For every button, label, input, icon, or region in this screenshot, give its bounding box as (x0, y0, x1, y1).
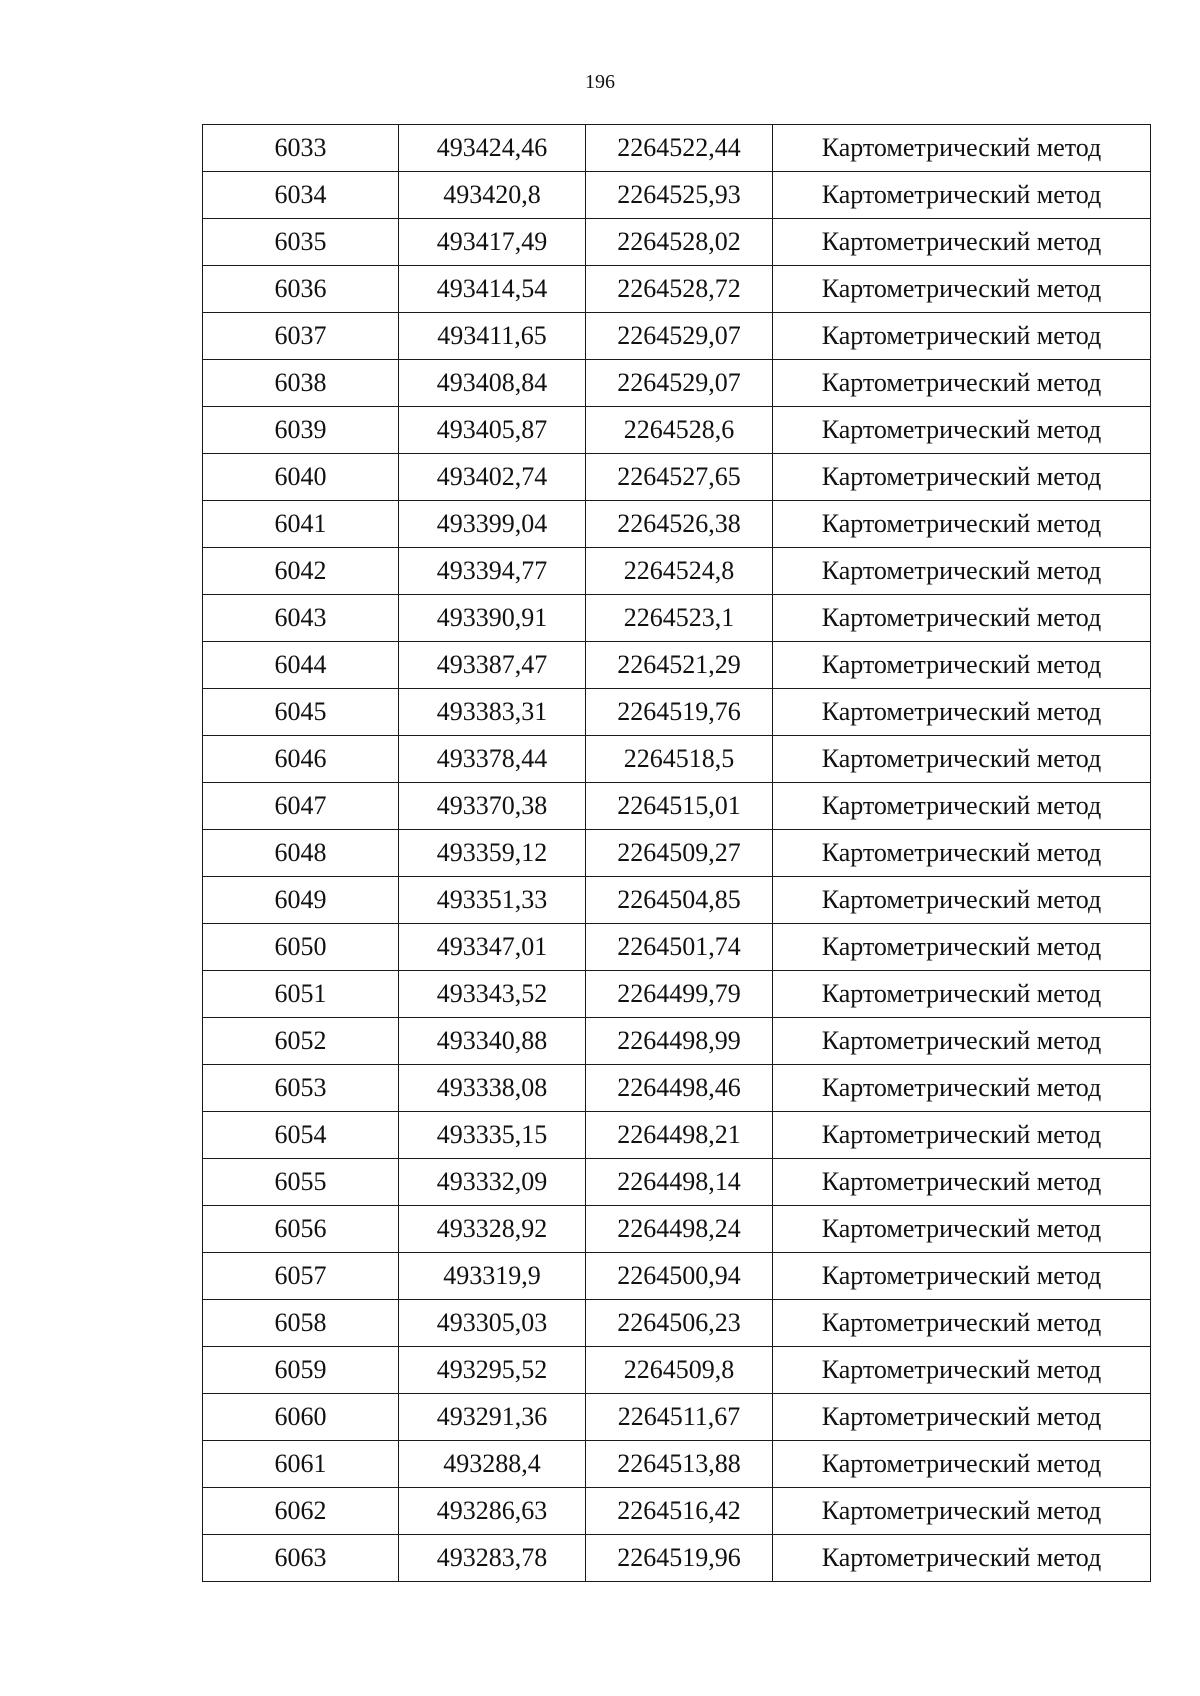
table-row (203, 548, 1151, 595)
table-row (203, 454, 1151, 501)
y-coordinate-cell: 2264529,07 (586, 313, 773, 360)
table-row (203, 1535, 1151, 1582)
table-row (203, 971, 1151, 1018)
x-coordinate-cell: 493417,49 (399, 219, 586, 266)
x-coordinate-cell: 493424,46 (399, 125, 586, 172)
table-row (203, 1441, 1151, 1488)
point-number-cell: 6061 (203, 1441, 399, 1488)
table-row (203, 1065, 1151, 1112)
method-cell: Картометрический метод (773, 501, 1151, 548)
x-coordinate-cell: 493288,4 (399, 1441, 586, 1488)
method-cell: Картометрический метод (773, 454, 1151, 501)
y-coordinate-cell: 2264511,67 (586, 1394, 773, 1441)
x-coordinate-cell: 493286,63 (399, 1488, 586, 1535)
x-coordinate-cell: 493347,01 (399, 924, 586, 971)
point-number-cell: 6047 (203, 783, 399, 830)
method-cell: Картометрический метод (773, 172, 1151, 219)
table-row (203, 407, 1151, 454)
method-cell: Картометрический метод (773, 1206, 1151, 1253)
x-coordinate-cell: 493335,15 (399, 1112, 586, 1159)
x-coordinate-cell: 493338,08 (399, 1065, 586, 1112)
point-number-cell: 6045 (203, 689, 399, 736)
point-number-cell: 6037 (203, 313, 399, 360)
y-coordinate-cell: 2264498,14 (586, 1159, 773, 1206)
method-cell: Картометрический метод (773, 971, 1151, 1018)
point-number-cell: 6060 (203, 1394, 399, 1441)
x-coordinate-cell: 493420,8 (399, 172, 586, 219)
y-coordinate-cell: 2264515,01 (586, 783, 773, 830)
y-coordinate-cell: 2264526,38 (586, 501, 773, 548)
x-coordinate-cell: 493340,88 (399, 1018, 586, 1065)
y-coordinate-cell: 2264518,5 (586, 736, 773, 783)
point-number-cell: 6038 (203, 360, 399, 407)
y-coordinate-cell: 2264516,42 (586, 1488, 773, 1535)
point-number-cell: 6034 (203, 172, 399, 219)
x-coordinate-cell: 493405,87 (399, 407, 586, 454)
point-number-cell: 6048 (203, 830, 399, 877)
x-coordinate-cell: 493411,65 (399, 313, 586, 360)
x-coordinate-cell: 493408,84 (399, 360, 586, 407)
table-row (203, 125, 1151, 172)
point-number-cell: 6044 (203, 642, 399, 689)
y-coordinate-cell: 2264523,1 (586, 595, 773, 642)
method-cell: Картометрический метод (773, 1347, 1151, 1394)
table-row (203, 783, 1151, 830)
y-coordinate-cell: 2264528,6 (586, 407, 773, 454)
coordinates-table (202, 124, 1151, 1582)
method-cell: Картометрический метод (773, 1488, 1151, 1535)
y-coordinate-cell: 2264521,29 (586, 642, 773, 689)
method-cell: Картометрический метод (773, 1441, 1151, 1488)
table-row (203, 1488, 1151, 1535)
page-number: 196 (585, 71, 615, 93)
y-coordinate-cell: 2264498,21 (586, 1112, 773, 1159)
method-cell: Картометрический метод (773, 595, 1151, 642)
point-number-cell: 6057 (203, 1253, 399, 1300)
coordinates-table-body (203, 125, 1151, 1582)
table-row (203, 1300, 1151, 1347)
x-coordinate-cell: 493328,92 (399, 1206, 586, 1253)
x-coordinate-cell: 493351,33 (399, 877, 586, 924)
point-number-cell: 6042 (203, 548, 399, 595)
point-number-cell: 6041 (203, 501, 399, 548)
method-cell: Картометрический метод (773, 125, 1151, 172)
method-cell: Картометрический метод (773, 1300, 1151, 1347)
point-number-cell: 6062 (203, 1488, 399, 1535)
table-row (203, 877, 1151, 924)
x-coordinate-cell: 493332,09 (399, 1159, 586, 1206)
method-cell: Картометрический метод (773, 830, 1151, 877)
y-coordinate-cell: 2264499,79 (586, 971, 773, 1018)
table-row (203, 172, 1151, 219)
method-cell: Картометрический метод (773, 407, 1151, 454)
table-row (203, 689, 1151, 736)
method-cell: Картометрический метод (773, 783, 1151, 830)
table-row (203, 501, 1151, 548)
point-number-cell: 6040 (203, 454, 399, 501)
y-coordinate-cell: 2264498,24 (586, 1206, 773, 1253)
point-number-cell: 6049 (203, 877, 399, 924)
y-coordinate-cell: 2264506,23 (586, 1300, 773, 1347)
x-coordinate-cell: 493387,47 (399, 642, 586, 689)
method-cell: Картометрический метод (773, 313, 1151, 360)
method-cell: Картометрический метод (773, 1159, 1151, 1206)
table-row (203, 219, 1151, 266)
method-cell: Картометрический метод (773, 1535, 1151, 1582)
point-number-cell: 6063 (203, 1535, 399, 1582)
y-coordinate-cell: 2264504,85 (586, 877, 773, 924)
point-number-cell: 6051 (203, 971, 399, 1018)
x-coordinate-cell: 493399,04 (399, 501, 586, 548)
point-number-cell: 6033 (203, 125, 399, 172)
y-coordinate-cell: 2264500,94 (586, 1253, 773, 1300)
point-number-cell: 6043 (203, 595, 399, 642)
x-coordinate-cell: 493343,52 (399, 971, 586, 1018)
y-coordinate-cell: 2264527,65 (586, 454, 773, 501)
point-number-cell: 6039 (203, 407, 399, 454)
method-cell: Картометрический метод (773, 219, 1151, 266)
table-row (203, 595, 1151, 642)
point-number-cell: 6059 (203, 1347, 399, 1394)
table-row (203, 1206, 1151, 1253)
x-coordinate-cell: 493291,36 (399, 1394, 586, 1441)
table-row (203, 736, 1151, 783)
method-cell: Картометрический метод (773, 877, 1151, 924)
y-coordinate-cell: 2264528,02 (586, 219, 773, 266)
method-cell: Картометрический метод (773, 1018, 1151, 1065)
point-number-cell: 6052 (203, 1018, 399, 1065)
table-row (203, 1159, 1151, 1206)
method-cell: Картометрический метод (773, 1112, 1151, 1159)
method-cell: Картометрический метод (773, 1394, 1151, 1441)
point-number-cell: 6046 (203, 736, 399, 783)
table-row (203, 266, 1151, 313)
y-coordinate-cell: 2264498,99 (586, 1018, 773, 1065)
method-cell: Картометрический метод (773, 360, 1151, 407)
x-coordinate-cell: 493394,77 (399, 548, 586, 595)
point-number-cell: 6055 (203, 1159, 399, 1206)
table-row (203, 1347, 1151, 1394)
x-coordinate-cell: 493370,38 (399, 783, 586, 830)
x-coordinate-cell: 493390,91 (399, 595, 586, 642)
table-row (203, 1253, 1151, 1300)
y-coordinate-cell: 2264524,8 (586, 548, 773, 595)
y-coordinate-cell: 2264509,8 (586, 1347, 773, 1394)
table-row (203, 1018, 1151, 1065)
method-cell: Картометрический метод (773, 689, 1151, 736)
y-coordinate-cell: 2264519,76 (586, 689, 773, 736)
table-row (203, 1112, 1151, 1159)
x-coordinate-cell: 493378,44 (399, 736, 586, 783)
x-coordinate-cell: 493305,03 (399, 1300, 586, 1347)
y-coordinate-cell: 2264498,46 (586, 1065, 773, 1112)
point-number-cell: 6035 (203, 219, 399, 266)
y-coordinate-cell: 2264522,44 (586, 125, 773, 172)
table-row (203, 313, 1151, 360)
x-coordinate-cell: 493414,54 (399, 266, 586, 313)
point-number-cell: 6053 (203, 1065, 399, 1112)
method-cell: Картометрический метод (773, 548, 1151, 595)
x-coordinate-cell: 493402,74 (399, 454, 586, 501)
y-coordinate-cell: 2264525,93 (586, 172, 773, 219)
x-coordinate-cell: 493319,9 (399, 1253, 586, 1300)
method-cell: Картометрический метод (773, 736, 1151, 783)
point-number-cell: 6056 (203, 1206, 399, 1253)
x-coordinate-cell: 493383,31 (399, 689, 586, 736)
method-cell: Картометрический метод (773, 1065, 1151, 1112)
x-coordinate-cell: 493359,12 (399, 830, 586, 877)
method-cell: Картометрический метод (773, 1253, 1151, 1300)
y-coordinate-cell: 2264529,07 (586, 360, 773, 407)
y-coordinate-cell: 2264513,88 (586, 1441, 773, 1488)
x-coordinate-cell: 493283,78 (399, 1535, 586, 1582)
table-row (203, 360, 1151, 407)
y-coordinate-cell: 2264509,27 (586, 830, 773, 877)
point-number-cell: 6058 (203, 1300, 399, 1347)
table-row (203, 1394, 1151, 1441)
point-number-cell: 6036 (203, 266, 399, 313)
method-cell: Картометрический метод (773, 924, 1151, 971)
y-coordinate-cell: 2264528,72 (586, 266, 773, 313)
y-coordinate-cell: 2264519,96 (586, 1535, 773, 1582)
x-coordinate-cell: 493295,52 (399, 1347, 586, 1394)
table-row (203, 830, 1151, 877)
table-row (203, 642, 1151, 689)
method-cell: Картометрический метод (773, 266, 1151, 313)
point-number-cell: 6054 (203, 1112, 399, 1159)
y-coordinate-cell: 2264501,74 (586, 924, 773, 971)
point-number-cell: 6050 (203, 924, 399, 971)
method-cell: Картометрический метод (773, 642, 1151, 689)
table-row (203, 924, 1151, 971)
